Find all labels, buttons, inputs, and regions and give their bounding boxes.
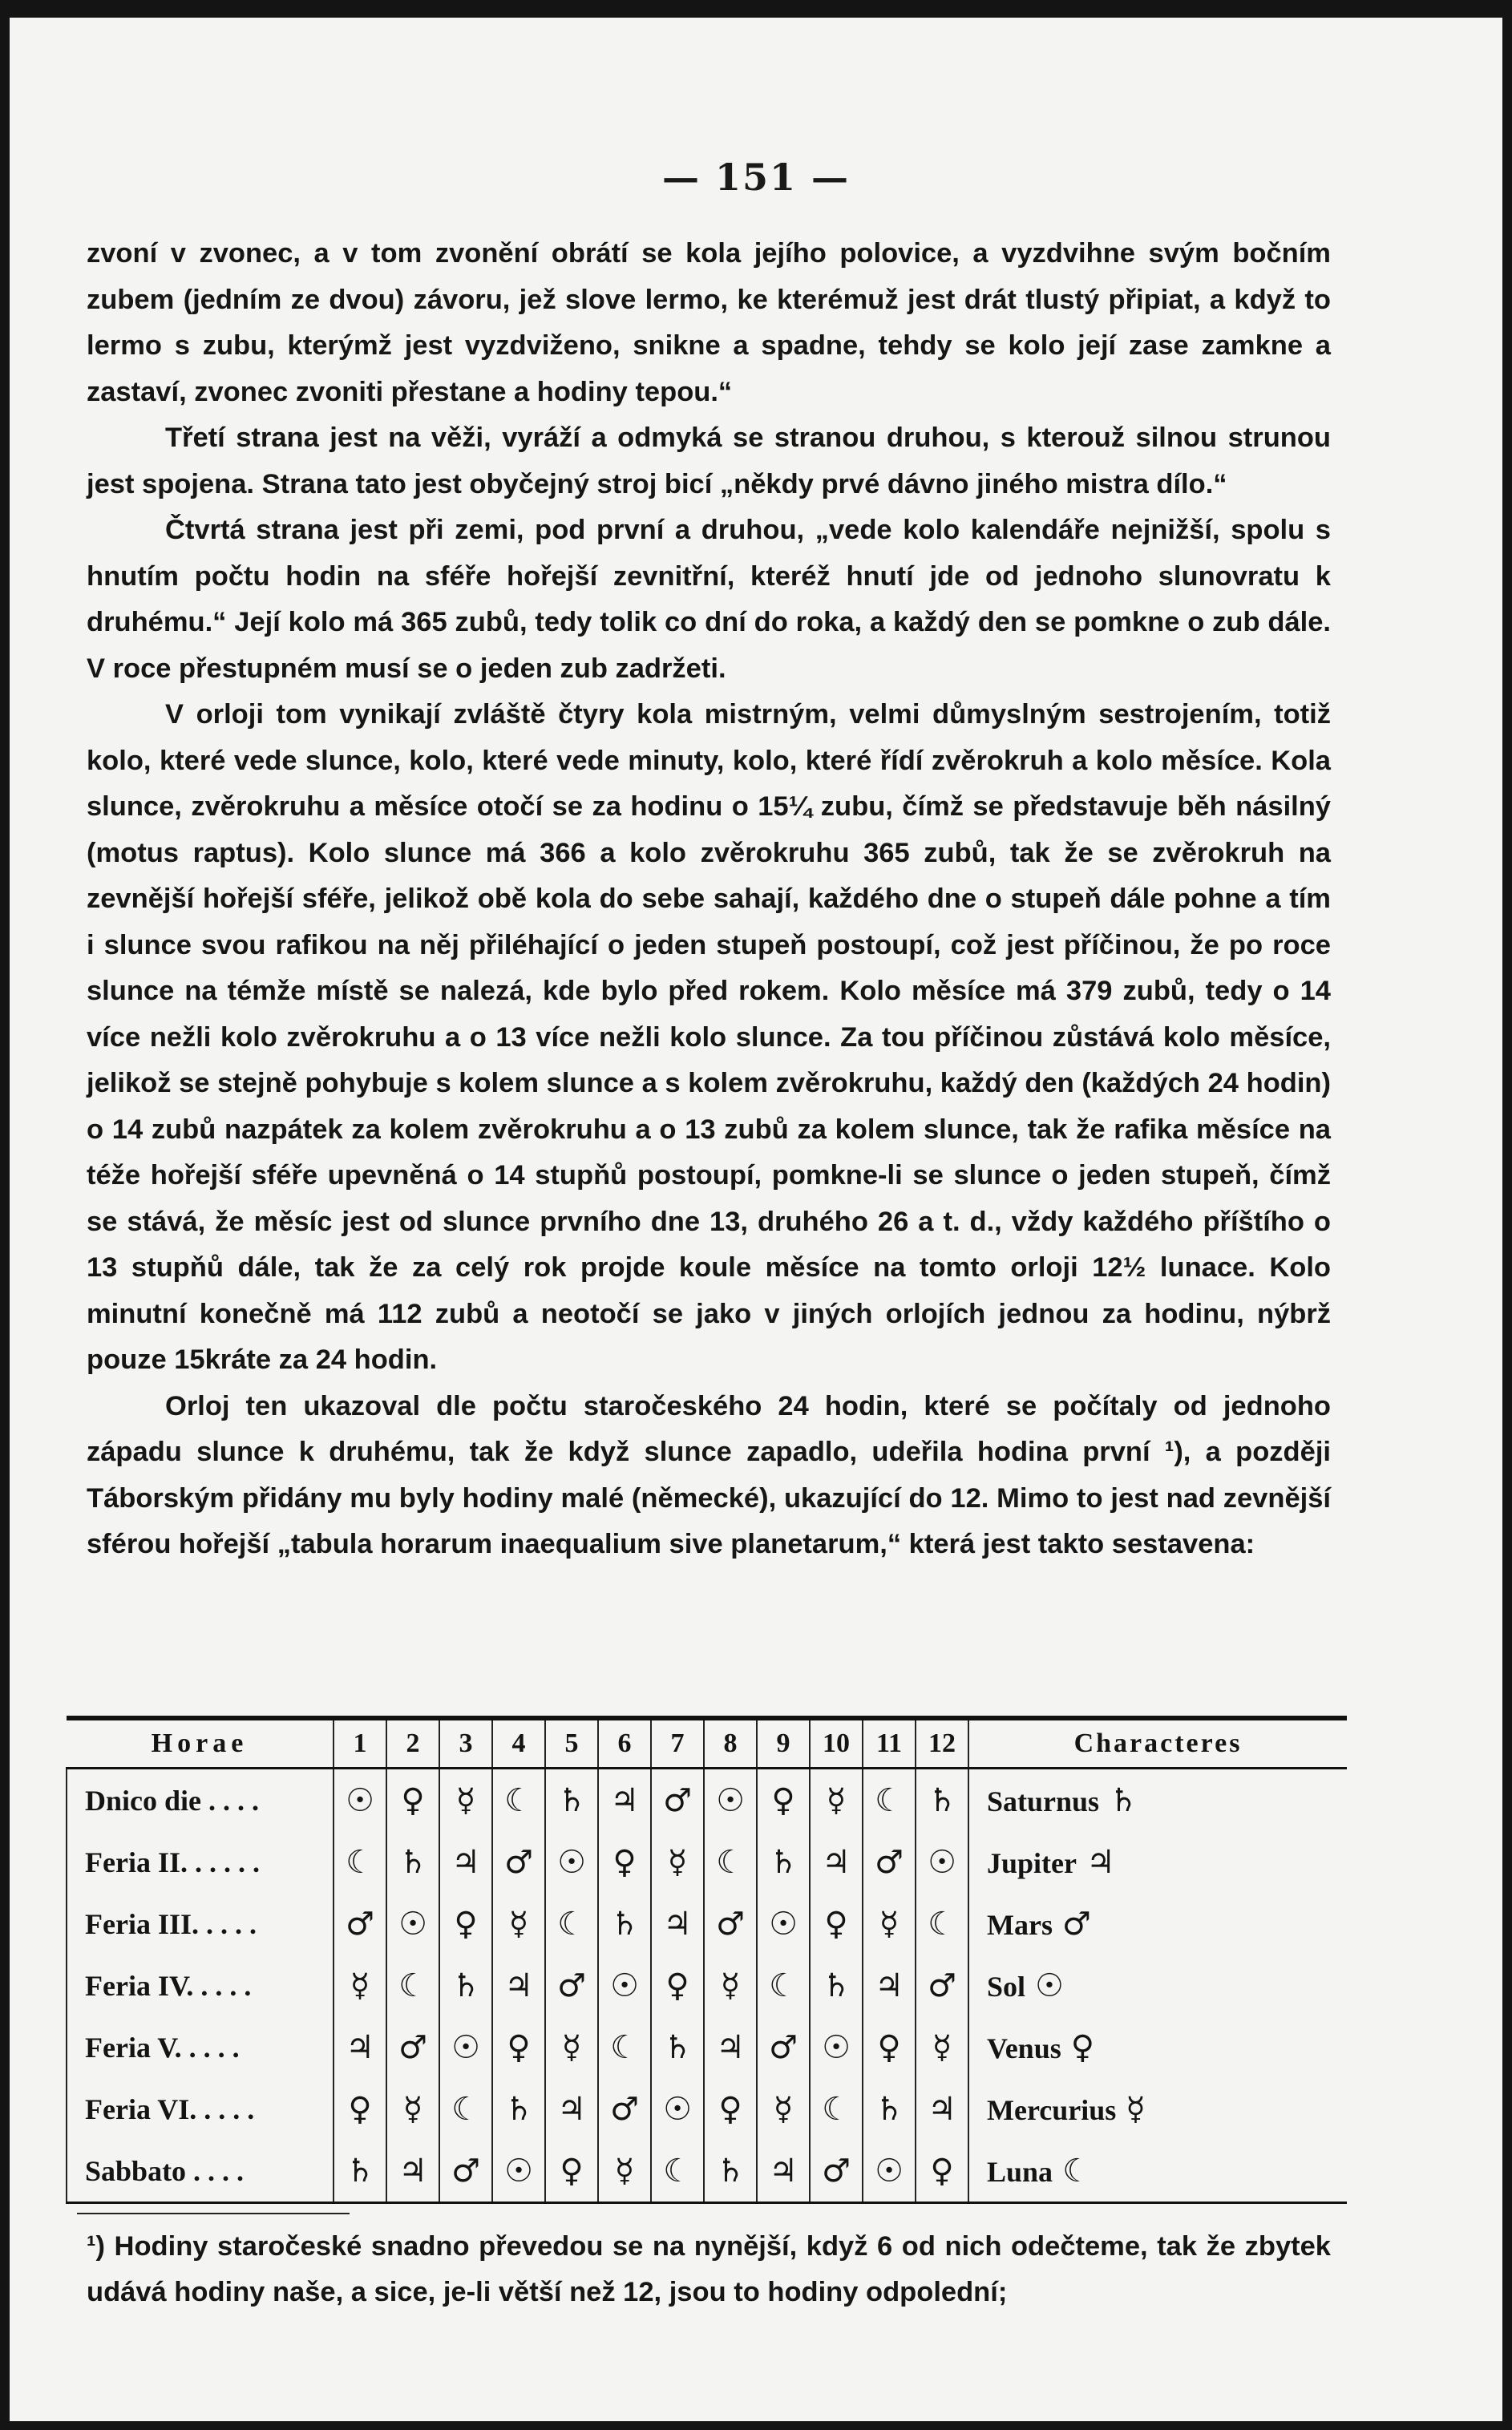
footnote-text: ¹) Hodiny staročeské snadno převedou se na nynější, když 6 od nich odečteme, tak že zbytek udává hodiny naše, a sice, je-li větší než 12, jsou to hodiny odpolední; xyxy=(87,2231,1331,2307)
body-text xyxy=(87,231,1331,1568)
planet-symbol-cell: ☾ xyxy=(704,1831,757,1893)
planet-symbol-cell: ♂ xyxy=(492,1831,545,1893)
planet-symbol-cell: ♄ xyxy=(757,1831,810,1893)
planet-symbol-cell: ☿ xyxy=(439,1769,492,1832)
paragraph: Orloj ten ukazoval dle počtu staročeského 24 hodin, které se počítaly od jednoho západu slunce k druhému, tak že když slunce zapadlo, udeřila hodina první ¹), a později Táborským přidány mu byly hodiny malé (německé), ukazující do 12. Mimo to jest nad zevnější sférou hořejší „tabula horarum inaequalium sive planetarum,“ která jest takto sestavena: xyxy=(87,1390,1331,1559)
planet-symbol-cell: ☉ xyxy=(810,2016,863,2078)
table-row xyxy=(67,1955,1347,2016)
header-hour: 9 xyxy=(757,1718,810,1769)
planet-symbol-cell: ♃ xyxy=(545,2078,598,2140)
planet-name: Venus xyxy=(987,2032,1061,2064)
planet-symbol-cell: ☉ xyxy=(863,2140,916,2203)
table-body xyxy=(67,1769,1347,2203)
planet-sign-icon: ☉ xyxy=(1035,1967,1064,2004)
character-cell xyxy=(968,1893,1347,1955)
planet-symbol-cell: ♂ xyxy=(916,1955,968,2016)
planet-symbol-cell: ♃ xyxy=(704,2016,757,2078)
planet-symbol-cell: ♂ xyxy=(651,1769,704,1832)
header-hour: 10 xyxy=(810,1718,863,1769)
paragraph: zvoní v zvonec, a v tom zvonění obrátí se kola jejího polovice, a vyzdvihne svým bočním zubem (jedním ze dvou) závoru, jež slove lermo, ke kterémuž jest drát tlustý připiat, a když to lermo s zubu, kterýmž jest vyzdviženo, snikne a spadne, tehdy se kolo její zase zamkne a zastaví, zvonec zvoniti přestane a hodiny tepou.“ xyxy=(87,238,1331,407)
planet-symbol-cell: ♄ xyxy=(704,2140,757,2203)
planet-symbol-cell: ☉ xyxy=(545,1831,598,1893)
planet-symbol-cell: ♃ xyxy=(757,2140,810,2203)
planet-symbol-cell: ☉ xyxy=(916,1831,968,1893)
planet-symbol-cell: ♃ xyxy=(439,1831,492,1893)
planet-symbol-cell: ♀ xyxy=(598,1831,651,1893)
table-row xyxy=(67,1893,1347,1955)
planet-symbol-cell: ☿ xyxy=(598,2140,651,2203)
planet-name: Mercurius xyxy=(987,2093,1117,2126)
header-hour: 11 xyxy=(863,1718,916,1769)
planet-sign-icon: ♀ xyxy=(1070,2028,1095,2066)
header-hour: 3 xyxy=(439,1718,492,1769)
planet-symbol-cell: ♂ xyxy=(439,2140,492,2203)
planet-symbol-cell: ♂ xyxy=(386,2016,439,2078)
character-cell xyxy=(968,1831,1347,1893)
planet-symbol-cell: ♂ xyxy=(863,1831,916,1893)
planet-symbol-cell: ♂ xyxy=(757,2016,810,2078)
planet-sign-icon: ☾ xyxy=(1062,2152,1091,2189)
hours-table xyxy=(66,1716,1347,2204)
day-cell: Feria III. . . . . xyxy=(67,1893,334,1955)
header-hour: 5 xyxy=(545,1718,598,1769)
planet-symbol-cell: ☿ xyxy=(334,1955,386,2016)
planet-symbol-cell: ♄ xyxy=(386,1831,439,1893)
footnote-rule xyxy=(77,2213,350,2214)
planet-symbol-cell: ♀ xyxy=(757,1769,810,1832)
planet-symbol-cell: ☿ xyxy=(386,2078,439,2140)
planet-symbol-cell: ♃ xyxy=(810,1831,863,1893)
planet-symbol-cell: ☉ xyxy=(598,1955,651,2016)
table-row xyxy=(67,1769,1347,1832)
header-hour: 1 xyxy=(334,1718,386,1769)
planet-symbol-cell: ♄ xyxy=(334,2140,386,2203)
table-row xyxy=(67,1831,1347,1893)
planet-symbol-cell: ♄ xyxy=(598,1893,651,1955)
table-row xyxy=(67,2016,1347,2078)
planet-symbol-cell: ♃ xyxy=(651,1893,704,1955)
planet-symbol-cell: ♄ xyxy=(545,1769,598,1832)
planet-symbol-cell: ♄ xyxy=(916,1769,968,1832)
character-cell xyxy=(968,2078,1347,2140)
header-hour: 2 xyxy=(386,1718,439,1769)
planet-symbol-cell: ☿ xyxy=(704,1955,757,2016)
table-header-row xyxy=(67,1718,1347,1769)
book-page xyxy=(10,18,1502,2421)
planet-symbol-cell: ♀ xyxy=(439,1893,492,1955)
planet-symbol-cell: ♄ xyxy=(492,2078,545,2140)
planet-symbol-cell: ☾ xyxy=(757,1955,810,2016)
header-hour: 8 xyxy=(704,1718,757,1769)
planet-symbol-cell: ♂ xyxy=(598,2078,651,2140)
page-number: — 151 — xyxy=(661,156,851,199)
planet-symbol-cell: ♃ xyxy=(334,2016,386,2078)
planet-symbol-cell: ☾ xyxy=(916,1893,968,1955)
planet-symbol-cell: ☿ xyxy=(757,2078,810,2140)
planet-name: Mars xyxy=(987,1908,1053,1941)
planet-symbol-cell: ♃ xyxy=(386,2140,439,2203)
planet-symbol-cell: ☿ xyxy=(545,2016,598,2078)
planet-sign-icon: ☿ xyxy=(1126,2090,1146,2128)
planet-symbol-cell: ☾ xyxy=(598,2016,651,2078)
planet-symbol-cell: ♂ xyxy=(545,1955,598,2016)
planet-symbol-cell: ♃ xyxy=(863,1955,916,2016)
header-hour: 12 xyxy=(916,1718,968,1769)
footnote xyxy=(87,2224,1331,2315)
day-cell: Feria IV. . . . . xyxy=(67,1955,334,2016)
planet-symbol-cell: ☿ xyxy=(492,1893,545,1955)
planet-sign-icon: ♃ xyxy=(1086,1843,1115,1881)
planet-symbol-cell: ♂ xyxy=(334,1893,386,1955)
header-hour: 6 xyxy=(598,1718,651,1769)
paragraph: V orloji tom vynikají zvláště čtyry kola mistrným, velmi důmyslným sestrojením, totiž kolo, které vede slunce, kolo, které vede minuty, kolo, které řídí zvěrokruh a kolo měsíce. Kola slunce, zvěrokruhu a měsíce otočí se za hodinu o 15¼ zubu, čímž se představuje běh násilný (motus raptus). Kolo slunce má 366 a kolo zvěrokruhu 365 zubů, tak že se zvěrokruh na zevnější hořejší sféře, jelikož obě kola do sebe sahají, každého dne o stupeň dále pohne a tím i slunce svou rafikou na něj přiléhající o jeden stupeň postoupí, což jest příčinou, že po roce slunce na témže místě se nalezá, kde bylo před rokem. Kolo měsíce má 379 zubů, tedy o 14 více nežli kolo zvěrokruhu a o 13 více nežli kolo slunce. Za tou příčinou zůstává kolo měsíce, jelikož se stejně pohybuje s kolem slunce a s kolem zvěrokruhu, každý den (každých 24 hodin) o 14 zubů nazpátek za kolem zvěrokruhu a o 13 zubů za kolem slunce, tak že rafika měsíce na téže hořejší sféře upevněná o 14 stupňů postoupí, pomkne-li se slunce o jeden stupeň, čímž se stává, že měsíc jest od slunce prvního dne 13, druhého 26 a t. d., vždy každého příštího o 13 stupňů dále, tak že za celý rok projde koule měsíce na tomto orloji 12½ lunace. Kolo minutní konečně má 112 zubů a neotočí se jako v jiných orlojích jednou za hodinu, nýbrž pouze 15kráte za 24 hodin. xyxy=(87,699,1331,1375)
planet-name: Luna xyxy=(987,2155,1053,2188)
planet-symbol-cell: ♀ xyxy=(704,2078,757,2140)
planet-symbol-cell: ♃ xyxy=(598,1769,651,1832)
planet-symbol-cell: ☉ xyxy=(704,1769,757,1832)
planet-symbol-cell: ☉ xyxy=(757,1893,810,1955)
header-characteres: Characteres xyxy=(968,1718,1347,1769)
character-cell xyxy=(968,2140,1347,2203)
planet-symbol-cell: ♀ xyxy=(651,1955,704,2016)
header-horae: Horae xyxy=(151,1728,249,1758)
day-cell: Dnico die . . . . xyxy=(67,1769,334,1832)
planet-symbol-cell: ☾ xyxy=(334,1831,386,1893)
planet-symbol-cell: ☾ xyxy=(651,2140,704,2203)
planet-name: Sol xyxy=(987,1970,1026,2003)
character-cell xyxy=(968,1955,1347,2016)
planet-symbol-cell: ♀ xyxy=(810,1893,863,1955)
planet-symbol-cell: ☾ xyxy=(386,1955,439,2016)
planet-symbol-cell: ♄ xyxy=(810,1955,863,2016)
header-hour: 4 xyxy=(492,1718,545,1769)
planet-symbol-cell: ♀ xyxy=(386,1769,439,1832)
planet-symbol-cell: ☉ xyxy=(439,2016,492,2078)
planet-symbol-cell: ☾ xyxy=(545,1893,598,1955)
planet-name: Jupiter xyxy=(987,1846,1077,1879)
planet-symbol-cell: ♀ xyxy=(863,2016,916,2078)
planet-symbol-cell: ☿ xyxy=(916,2016,968,2078)
planet-symbol-cell: ♀ xyxy=(545,2140,598,2203)
planet-symbol-cell: ☿ xyxy=(651,1831,704,1893)
planet-symbol-cell: ☾ xyxy=(439,2078,492,2140)
header-hour: 7 xyxy=(651,1718,704,1769)
planet-symbol-cell: ☿ xyxy=(810,1769,863,1832)
day-cell: Sabbato . . . . xyxy=(67,2140,334,2203)
table-row xyxy=(67,2078,1347,2140)
planetary-hours-table xyxy=(66,1716,1347,2204)
planet-symbol-cell: ☉ xyxy=(651,2078,704,2140)
table-row xyxy=(67,2140,1347,2203)
planet-symbol-cell: ☾ xyxy=(810,2078,863,2140)
planet-symbol-cell: ♄ xyxy=(863,2078,916,2140)
day-cell: Feria II. . . . . . xyxy=(67,1831,334,1893)
planet-sign-icon: ♄ xyxy=(1109,1781,1138,1819)
day-cell: Feria V. . . . . xyxy=(67,2016,334,2078)
planet-symbol-cell: ☉ xyxy=(386,1893,439,1955)
planet-symbol-cell: ☉ xyxy=(492,2140,545,2203)
day-cell: Feria VI. . . . . xyxy=(67,2078,334,2140)
paragraph: Třetí strana jest na věži, vyráží a odmyká se stranou druhou, s kterouž silnou strunou jest spojena. Strana tato jest obyčejný stroj bicí „někdy prvé dávno jiného mistra dílo.“ xyxy=(87,423,1331,499)
planet-symbol-cell: ☿ xyxy=(863,1893,916,1955)
planet-symbol-cell: ♃ xyxy=(492,1955,545,2016)
planet-symbol-cell: ☉ xyxy=(334,1769,386,1832)
planet-symbol-cell: ♄ xyxy=(651,2016,704,2078)
character-cell xyxy=(968,1769,1347,1832)
planet-symbol-cell: ☾ xyxy=(863,1769,916,1832)
planet-name: Saturnus xyxy=(987,1785,1100,1817)
planet-symbol-cell: ♄ xyxy=(439,1955,492,2016)
planet-symbol-cell: ♂ xyxy=(704,1893,757,1955)
planet-symbol-cell: ♂ xyxy=(810,2140,863,2203)
planet-symbol-cell: ♀ xyxy=(492,2016,545,2078)
planet-symbol-cell: ♀ xyxy=(916,2140,968,2203)
character-cell xyxy=(968,2016,1347,2078)
planet-symbol-cell: ☾ xyxy=(492,1769,545,1832)
paragraph: Čtvrtá strana jest při zemi, pod první a druhou, „vede kolo kalendáře nejnižší, spolu s hnutím počtu hodin na sféře hořejší zevnitřní, kteréž hnutí jde od jednoho slunovratu k druhému.“ Její kolo má 365 zubů, tedy tolik co dní do roka, a každý den se pomkne o zub dále. V roce přestupném musí se o jeden zub zadržeti. xyxy=(87,515,1331,684)
planet-symbol-cell: ♃ xyxy=(916,2078,968,2140)
planet-sign-icon: ♂ xyxy=(1061,1905,1091,1943)
planet-symbol-cell: ♀ xyxy=(334,2078,386,2140)
